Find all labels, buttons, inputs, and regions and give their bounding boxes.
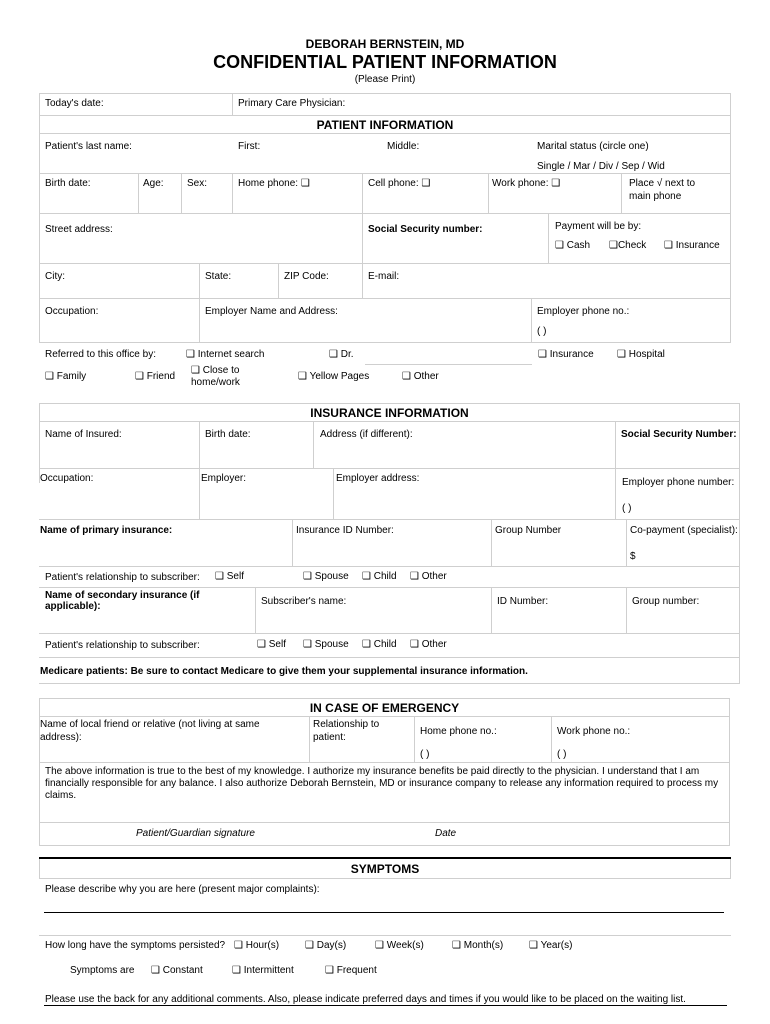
last-name-label: Patient's last name: xyxy=(45,141,132,152)
insured-employer-phone-label: Employer phone number: xyxy=(622,477,735,488)
occupation-label: Occupation: xyxy=(45,306,99,317)
marital-status-label: Marital status (circle one) xyxy=(537,141,649,152)
todays-date-label: Today's date: xyxy=(45,98,104,109)
footer-note: Please use the back for any additional comments. Also, please indicate preferred days and times if you would like to be placed on the waiting list. xyxy=(45,994,686,1005)
ssn-label: Social Security number: xyxy=(368,224,483,235)
symptoms-frequent-checkbox[interactable]: ❑ Frequent xyxy=(325,965,377,976)
payment-insurance-checkbox[interactable]: ❑ Insurance xyxy=(664,240,720,251)
primary-insurance-label: Name of primary insurance: xyxy=(40,525,173,536)
birth-date-label: Birth date: xyxy=(45,178,91,189)
street-address-label: Street address: xyxy=(45,224,113,235)
duration-days-checkbox[interactable]: ❑ Day(s) xyxy=(305,940,347,951)
emergency-home-phone-label: Home phone no.: xyxy=(420,726,497,737)
group-number-label: Group Number xyxy=(495,525,562,536)
symptoms-constant-checkbox[interactable]: ❑ Constant xyxy=(151,965,203,976)
copayment-label: Co-payment (specialist): xyxy=(630,525,738,536)
pcp-label: Primary Care Physician: xyxy=(238,98,346,109)
payment-cash-checkbox[interactable]: ❑ Cash xyxy=(555,240,591,251)
duration-label: How long have the symptoms persisted? xyxy=(45,940,226,951)
insured-ssn-label: Social Security Number: xyxy=(621,429,737,440)
emergency-home-phone-paren: ( ) xyxy=(420,749,430,760)
insurance-id-label: Insurance ID Number: xyxy=(296,525,394,536)
relationship-child-checkbox-2[interactable]: ❑ Child xyxy=(362,639,397,650)
referred-hospital-checkbox[interactable]: ❑ Hospital xyxy=(617,349,665,360)
referred-family-checkbox[interactable]: ❑ Family xyxy=(45,371,87,382)
insured-employer-address-label: Employer address: xyxy=(336,473,420,484)
emergency-contact-name-label-2: address): xyxy=(40,732,82,743)
authorization-statement: The above information is true to the best of my knowledge. I authorize my insurance benefits be paid directly to the physician. I understand that I am financially responsible for any balance. I also authorize Deborah Bernstein, MD or insurance company to release any information required to process my claims. xyxy=(45,766,719,801)
referred-label: Referred to this office by: xyxy=(45,349,156,360)
signature-label: Patient/Guardian signature xyxy=(136,828,255,839)
emergency-heading: IN CASE OF EMERGENCY xyxy=(309,701,460,715)
secondary-insurance-label: Name of secondary insurance (if xyxy=(45,590,200,601)
employer-phone-label: Employer phone no.: xyxy=(537,306,630,317)
age-label: Age: xyxy=(143,178,164,189)
main-phone-note: Place √ next to xyxy=(629,178,696,189)
page-title: CONFIDENTIAL PATIENT INFORMATION xyxy=(213,52,557,72)
duration-weeks-checkbox[interactable]: ❑ Week(s) xyxy=(375,940,424,951)
secondary-insurance-label-2: applicable): xyxy=(45,601,101,612)
relationship-self-checkbox-2[interactable]: ❑ Self xyxy=(257,639,286,650)
payment-check-checkbox[interactable]: ❑Check xyxy=(609,240,647,251)
emergency-relationship-label: Relationship to xyxy=(313,719,380,730)
cell-phone-checkbox[interactable]: Cell phone: ❑ xyxy=(368,178,431,189)
copayment-dollar: $ xyxy=(630,551,636,562)
middle-name-label: Middle: xyxy=(387,141,420,152)
home-phone-checkbox[interactable]: Home phone: ❑ xyxy=(238,178,310,189)
insured-address-label: Address (if different): xyxy=(320,429,413,440)
main-phone-note-2: main phone xyxy=(629,191,682,202)
referred-yellow-pages-checkbox[interactable]: ❑ Yellow Pages xyxy=(298,371,370,382)
relationship-label-2: Patient's relationship to subscriber: xyxy=(45,640,200,651)
payment-label: Payment will be by: xyxy=(555,221,642,232)
employer-phone-paren: ( ) xyxy=(537,326,547,337)
referred-close-checkbox[interactable]: ❑ Close to xyxy=(191,365,240,376)
duration-years-checkbox[interactable]: ❑ Year(s) xyxy=(529,940,573,951)
insured-employer-phone-paren: ( ) xyxy=(622,503,632,514)
symptoms-intermittent-checkbox[interactable]: ❑ Intermittent xyxy=(232,965,294,976)
secondary-id-label: ID Number: xyxy=(497,596,549,607)
insured-employer-label: Employer: xyxy=(201,473,247,484)
doctor-name: DEBORAH BERNSTEIN, MD xyxy=(305,37,465,51)
duration-months-checkbox[interactable]: ❑ Month(s) xyxy=(452,940,504,951)
duration-hours-checkbox[interactable]: ❑ Hour(s) xyxy=(234,940,280,951)
print-note: (Please Print) xyxy=(354,74,416,85)
relationship-other-checkbox-1[interactable]: ❑ Other xyxy=(410,571,447,582)
emergency-contact-name-label: Name of local friend or relative (not living at same xyxy=(40,719,260,730)
symptoms-are-label: Symptoms are xyxy=(70,965,135,976)
marital-status-options[interactable]: Single / Mar / Div / Sep / Wid xyxy=(537,161,665,172)
insurance-info-heading: INSURANCE INFORMATION xyxy=(310,406,469,420)
employer-label: Employer Name and Address: xyxy=(205,306,338,317)
referred-insurance-checkbox[interactable]: ❑ Insurance xyxy=(538,349,594,360)
emergency-relationship-label-2: patient: xyxy=(313,732,346,743)
emergency-work-phone-paren: ( ) xyxy=(557,749,567,760)
medicare-notice: Medicare patients: Be sure to contact Medicare to give them your supplemental insurance information. xyxy=(40,666,528,677)
insured-name-label: Name of Insured: xyxy=(45,429,122,440)
symptoms-heading: SYMPTOMS xyxy=(350,862,420,876)
referred-dr-checkbox[interactable]: ❑ Dr. xyxy=(329,349,354,360)
referred-friend-checkbox[interactable]: ❑ Friend xyxy=(135,371,176,382)
patient-info-heading: PATIENT INFORMATION xyxy=(316,118,454,132)
first-name-label: First: xyxy=(238,141,261,152)
zip-label: ZIP Code: xyxy=(284,271,329,282)
relationship-spouse-checkbox-2[interactable]: ❑ Spouse xyxy=(303,639,349,650)
state-label: State: xyxy=(205,271,232,282)
complaints-label: Please describe why you are here (present major complaints): xyxy=(45,884,320,895)
email-label: E-mail: xyxy=(368,271,400,282)
relationship-label-1: Patient's relationship to subscriber: xyxy=(45,572,200,583)
work-phone-checkbox[interactable]: Work phone: ❑ xyxy=(492,178,561,189)
referred-close-label-2: home/work xyxy=(191,377,240,388)
relationship-child-checkbox-1[interactable]: ❑ Child xyxy=(362,571,397,582)
referred-other-checkbox[interactable]: ❑ Other xyxy=(402,371,439,382)
subscriber-name-label: Subscriber's name: xyxy=(261,596,347,607)
relationship-spouse-checkbox-1[interactable]: ❑ Spouse xyxy=(303,571,349,582)
relationship-other-checkbox-2[interactable]: ❑ Other xyxy=(410,639,447,650)
insured-occupation-label: Occupation: xyxy=(40,473,94,484)
date-label: Date xyxy=(435,828,457,839)
city-label: City: xyxy=(45,271,65,282)
insured-birth-label: Birth date: xyxy=(205,429,251,440)
emergency-work-phone-label: Work phone no.: xyxy=(557,726,631,737)
relationship-self-checkbox-1[interactable]: ❑ Self xyxy=(215,571,244,582)
referred-internet-checkbox[interactable]: ❑ Internet search xyxy=(186,349,265,360)
secondary-group-label: Group number: xyxy=(632,596,700,607)
sex-label: Sex: xyxy=(187,178,208,189)
